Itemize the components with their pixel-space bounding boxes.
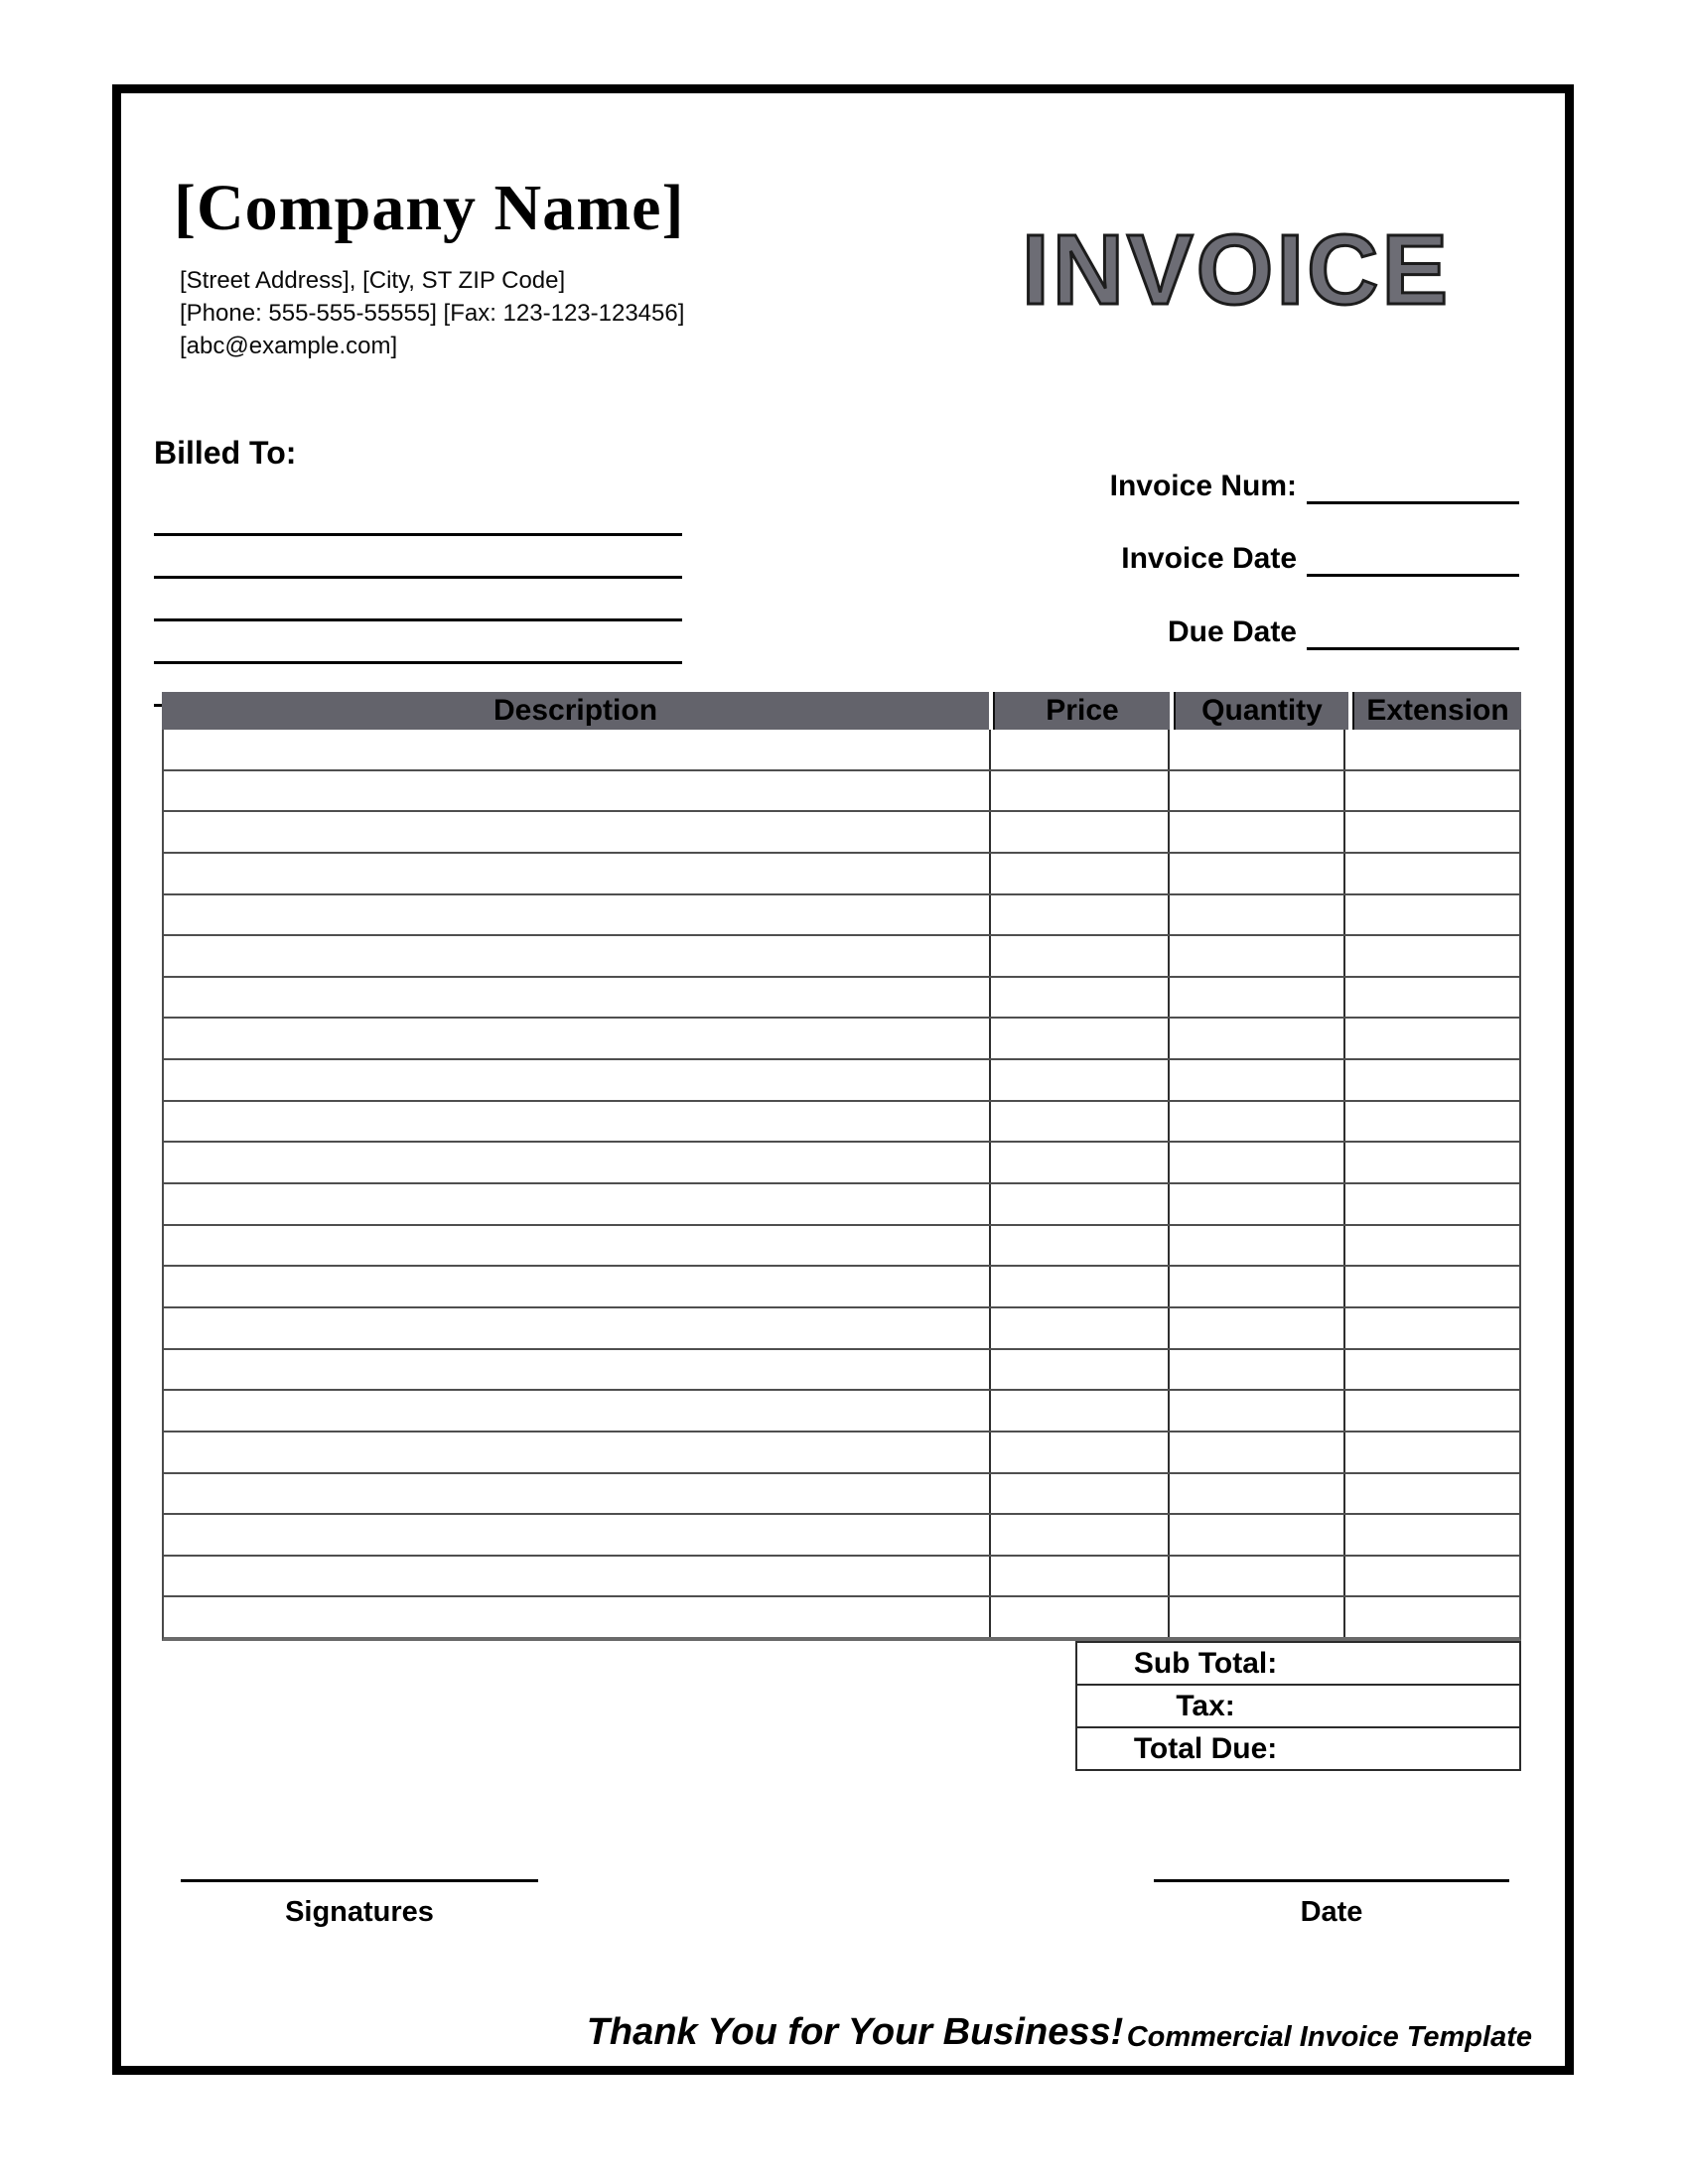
table-cell bbox=[991, 1308, 1170, 1348]
column-header-quantity: Quantity bbox=[1174, 692, 1348, 730]
table-row bbox=[164, 1350, 1519, 1392]
table-cell bbox=[1345, 1102, 1519, 1142]
billed-to-blank-line bbox=[154, 579, 682, 621]
date-blank-line bbox=[1154, 1840, 1509, 1882]
table-row bbox=[164, 978, 1519, 1020]
company-street-address: [Street Address], [City, ST ZIP Code] bbox=[180, 267, 566, 294]
table-cell bbox=[164, 1019, 991, 1058]
table-cell bbox=[1345, 730, 1519, 769]
table-cell bbox=[164, 1433, 991, 1472]
table-cell bbox=[1345, 1597, 1519, 1637]
table-cell bbox=[164, 1060, 991, 1100]
table-cell bbox=[991, 854, 1170, 893]
table-cell bbox=[991, 771, 1170, 811]
table-cell bbox=[991, 1102, 1170, 1142]
total-due-row bbox=[1075, 1726, 1521, 1771]
due-date-label: Due Date bbox=[1167, 615, 1297, 648]
table-cell bbox=[1170, 1391, 1345, 1431]
column-header-price: Price bbox=[993, 692, 1170, 730]
table-cell bbox=[164, 1597, 991, 1637]
table-cell bbox=[1170, 1102, 1345, 1142]
table-cell bbox=[1170, 1308, 1345, 1348]
table-cell bbox=[164, 1226, 991, 1266]
company-address-block bbox=[180, 264, 684, 362]
table-cell bbox=[1345, 1308, 1519, 1348]
table-row bbox=[164, 1391, 1519, 1433]
table-row bbox=[164, 1308, 1519, 1350]
table-cell bbox=[164, 771, 991, 811]
table-cell bbox=[1345, 1557, 1519, 1596]
table-row bbox=[164, 1143, 1519, 1184]
table-cell bbox=[164, 1474, 991, 1514]
date-label: Date bbox=[1300, 1896, 1363, 1928]
template-name: Commercial Invoice Template bbox=[1126, 2021, 1532, 2053]
table-cell bbox=[1170, 1019, 1345, 1058]
table-cell bbox=[164, 1515, 991, 1555]
invoice-date-label: Invoice Date bbox=[1121, 542, 1297, 575]
table-cell bbox=[991, 1433, 1170, 1472]
signatures-label: Signatures bbox=[285, 1896, 434, 1928]
table-row bbox=[164, 1102, 1519, 1144]
table-cell bbox=[991, 895, 1170, 935]
column-header-extension: Extension bbox=[1352, 692, 1521, 730]
table-cell bbox=[1170, 1184, 1345, 1224]
table-row bbox=[164, 854, 1519, 895]
table-cell bbox=[1170, 1267, 1345, 1306]
table-cell bbox=[1345, 936, 1519, 976]
table-cell bbox=[1345, 978, 1519, 1018]
table-cell bbox=[1170, 812, 1345, 852]
table-row bbox=[164, 771, 1519, 813]
table-cell bbox=[164, 1308, 991, 1348]
table-row bbox=[164, 1226, 1519, 1268]
table-cell bbox=[1170, 1474, 1345, 1514]
table-cell bbox=[991, 1143, 1170, 1182]
table-cell bbox=[164, 1267, 991, 1306]
table-cell bbox=[1345, 1267, 1519, 1306]
total-due-label: Total Due: bbox=[1133, 1731, 1278, 1765]
items-table-header bbox=[162, 692, 1521, 730]
table-cell bbox=[164, 895, 991, 935]
table-cell bbox=[991, 1060, 1170, 1100]
table-cell bbox=[1170, 1143, 1345, 1182]
table-cell bbox=[1345, 1184, 1519, 1224]
table-cell bbox=[1345, 1226, 1519, 1266]
table-cell bbox=[1345, 1060, 1519, 1100]
table-cell bbox=[1170, 1597, 1345, 1637]
billed-to-lines bbox=[154, 493, 682, 707]
table-cell bbox=[1345, 854, 1519, 893]
table-cell bbox=[1170, 895, 1345, 935]
billed-to-blank-line bbox=[154, 536, 682, 579]
table-cell bbox=[1345, 812, 1519, 852]
signatures-blank-line bbox=[181, 1840, 538, 1882]
table-cell bbox=[164, 1557, 991, 1596]
table-row bbox=[164, 1019, 1519, 1060]
table-cell bbox=[164, 812, 991, 852]
table-cell bbox=[164, 936, 991, 976]
table-cell bbox=[1170, 854, 1345, 893]
thank-you-message: Thank You for Your Business! bbox=[586, 2011, 1124, 2053]
table-cell bbox=[1170, 1433, 1345, 1472]
table-cell bbox=[164, 730, 991, 769]
table-cell bbox=[164, 1184, 991, 1224]
table-cell bbox=[1170, 1557, 1345, 1596]
table-cell bbox=[991, 1597, 1170, 1637]
table-row bbox=[164, 812, 1519, 854]
invoice-num-label: Invoice Num: bbox=[1109, 470, 1297, 502]
table-cell bbox=[1345, 1515, 1519, 1555]
column-header-description: Description bbox=[162, 692, 989, 730]
invoice-num-field bbox=[1110, 463, 1519, 504]
table-cell bbox=[164, 854, 991, 893]
due-date-blank-line bbox=[1307, 611, 1519, 650]
table-cell bbox=[1345, 1019, 1519, 1058]
table-cell bbox=[1170, 771, 1345, 811]
table-cell bbox=[991, 1019, 1170, 1058]
table-cell bbox=[164, 1143, 991, 1182]
items-table-body bbox=[162, 730, 1521, 1641]
invoice-num-blank-line bbox=[1307, 465, 1519, 504]
table-cell bbox=[991, 1184, 1170, 1224]
billed-to-blank-line bbox=[154, 493, 682, 536]
table-cell bbox=[164, 1102, 991, 1142]
table-row bbox=[164, 895, 1519, 937]
table-row bbox=[164, 936, 1519, 978]
table-row bbox=[164, 1184, 1519, 1226]
invoice-date-field bbox=[1121, 535, 1519, 577]
table-cell bbox=[1345, 1433, 1519, 1472]
invoice-date-blank-line bbox=[1307, 537, 1519, 577]
table-row bbox=[164, 1515, 1519, 1557]
table-cell bbox=[164, 1350, 991, 1390]
table-cell bbox=[991, 978, 1170, 1018]
table-cell bbox=[1170, 936, 1345, 976]
company-phone-fax: [Phone: 555-555-55555] [Fax: 123-123-123456] bbox=[180, 300, 685, 327]
company-email: [abc@example.com] bbox=[180, 333, 398, 359]
table-cell bbox=[991, 1391, 1170, 1431]
table-cell bbox=[991, 1350, 1170, 1390]
table-cell bbox=[1345, 1143, 1519, 1182]
table-row bbox=[164, 1433, 1519, 1474]
table-cell bbox=[1170, 1350, 1345, 1390]
table-cell bbox=[991, 1515, 1170, 1555]
table-cell bbox=[1170, 730, 1345, 769]
tax-row bbox=[1075, 1684, 1521, 1728]
table-cell bbox=[1345, 895, 1519, 935]
table-cell bbox=[1345, 1391, 1519, 1431]
table-cell bbox=[1170, 1515, 1345, 1555]
table-cell bbox=[1345, 771, 1519, 811]
table-cell bbox=[991, 1474, 1170, 1514]
table-cell bbox=[991, 1267, 1170, 1306]
table-cell bbox=[1170, 978, 1345, 1018]
subtotal-row bbox=[1075, 1641, 1521, 1686]
subtotal-label: Sub Total: bbox=[1133, 1646, 1278, 1680]
table-cell bbox=[1170, 1060, 1345, 1100]
table-cell bbox=[991, 936, 1170, 976]
totals-box bbox=[1075, 1641, 1521, 1771]
table-row bbox=[164, 1267, 1519, 1308]
table-row bbox=[164, 1474, 1519, 1516]
due-date-field bbox=[1168, 609, 1519, 650]
table-cell bbox=[1170, 1226, 1345, 1266]
table-cell bbox=[991, 812, 1170, 852]
invoice-title: INVOICE bbox=[1021, 214, 1452, 326]
tax-label: Tax: bbox=[1176, 1689, 1235, 1722]
table-row bbox=[164, 1557, 1519, 1598]
table-cell bbox=[1345, 1474, 1519, 1514]
items-table bbox=[162, 692, 1521, 1641]
table-cell bbox=[164, 1391, 991, 1431]
table-row bbox=[164, 1060, 1519, 1102]
table-row bbox=[164, 730, 1519, 771]
table-row bbox=[164, 1597, 1519, 1637]
billed-to-blank-line bbox=[154, 621, 682, 664]
billed-to-label: Billed To: bbox=[154, 435, 297, 471]
company-name: [Company Name] bbox=[174, 172, 685, 244]
table-cell bbox=[164, 978, 991, 1018]
table-cell bbox=[1345, 1350, 1519, 1390]
table-cell bbox=[991, 730, 1170, 769]
table-cell bbox=[991, 1557, 1170, 1596]
table-cell bbox=[991, 1226, 1170, 1266]
